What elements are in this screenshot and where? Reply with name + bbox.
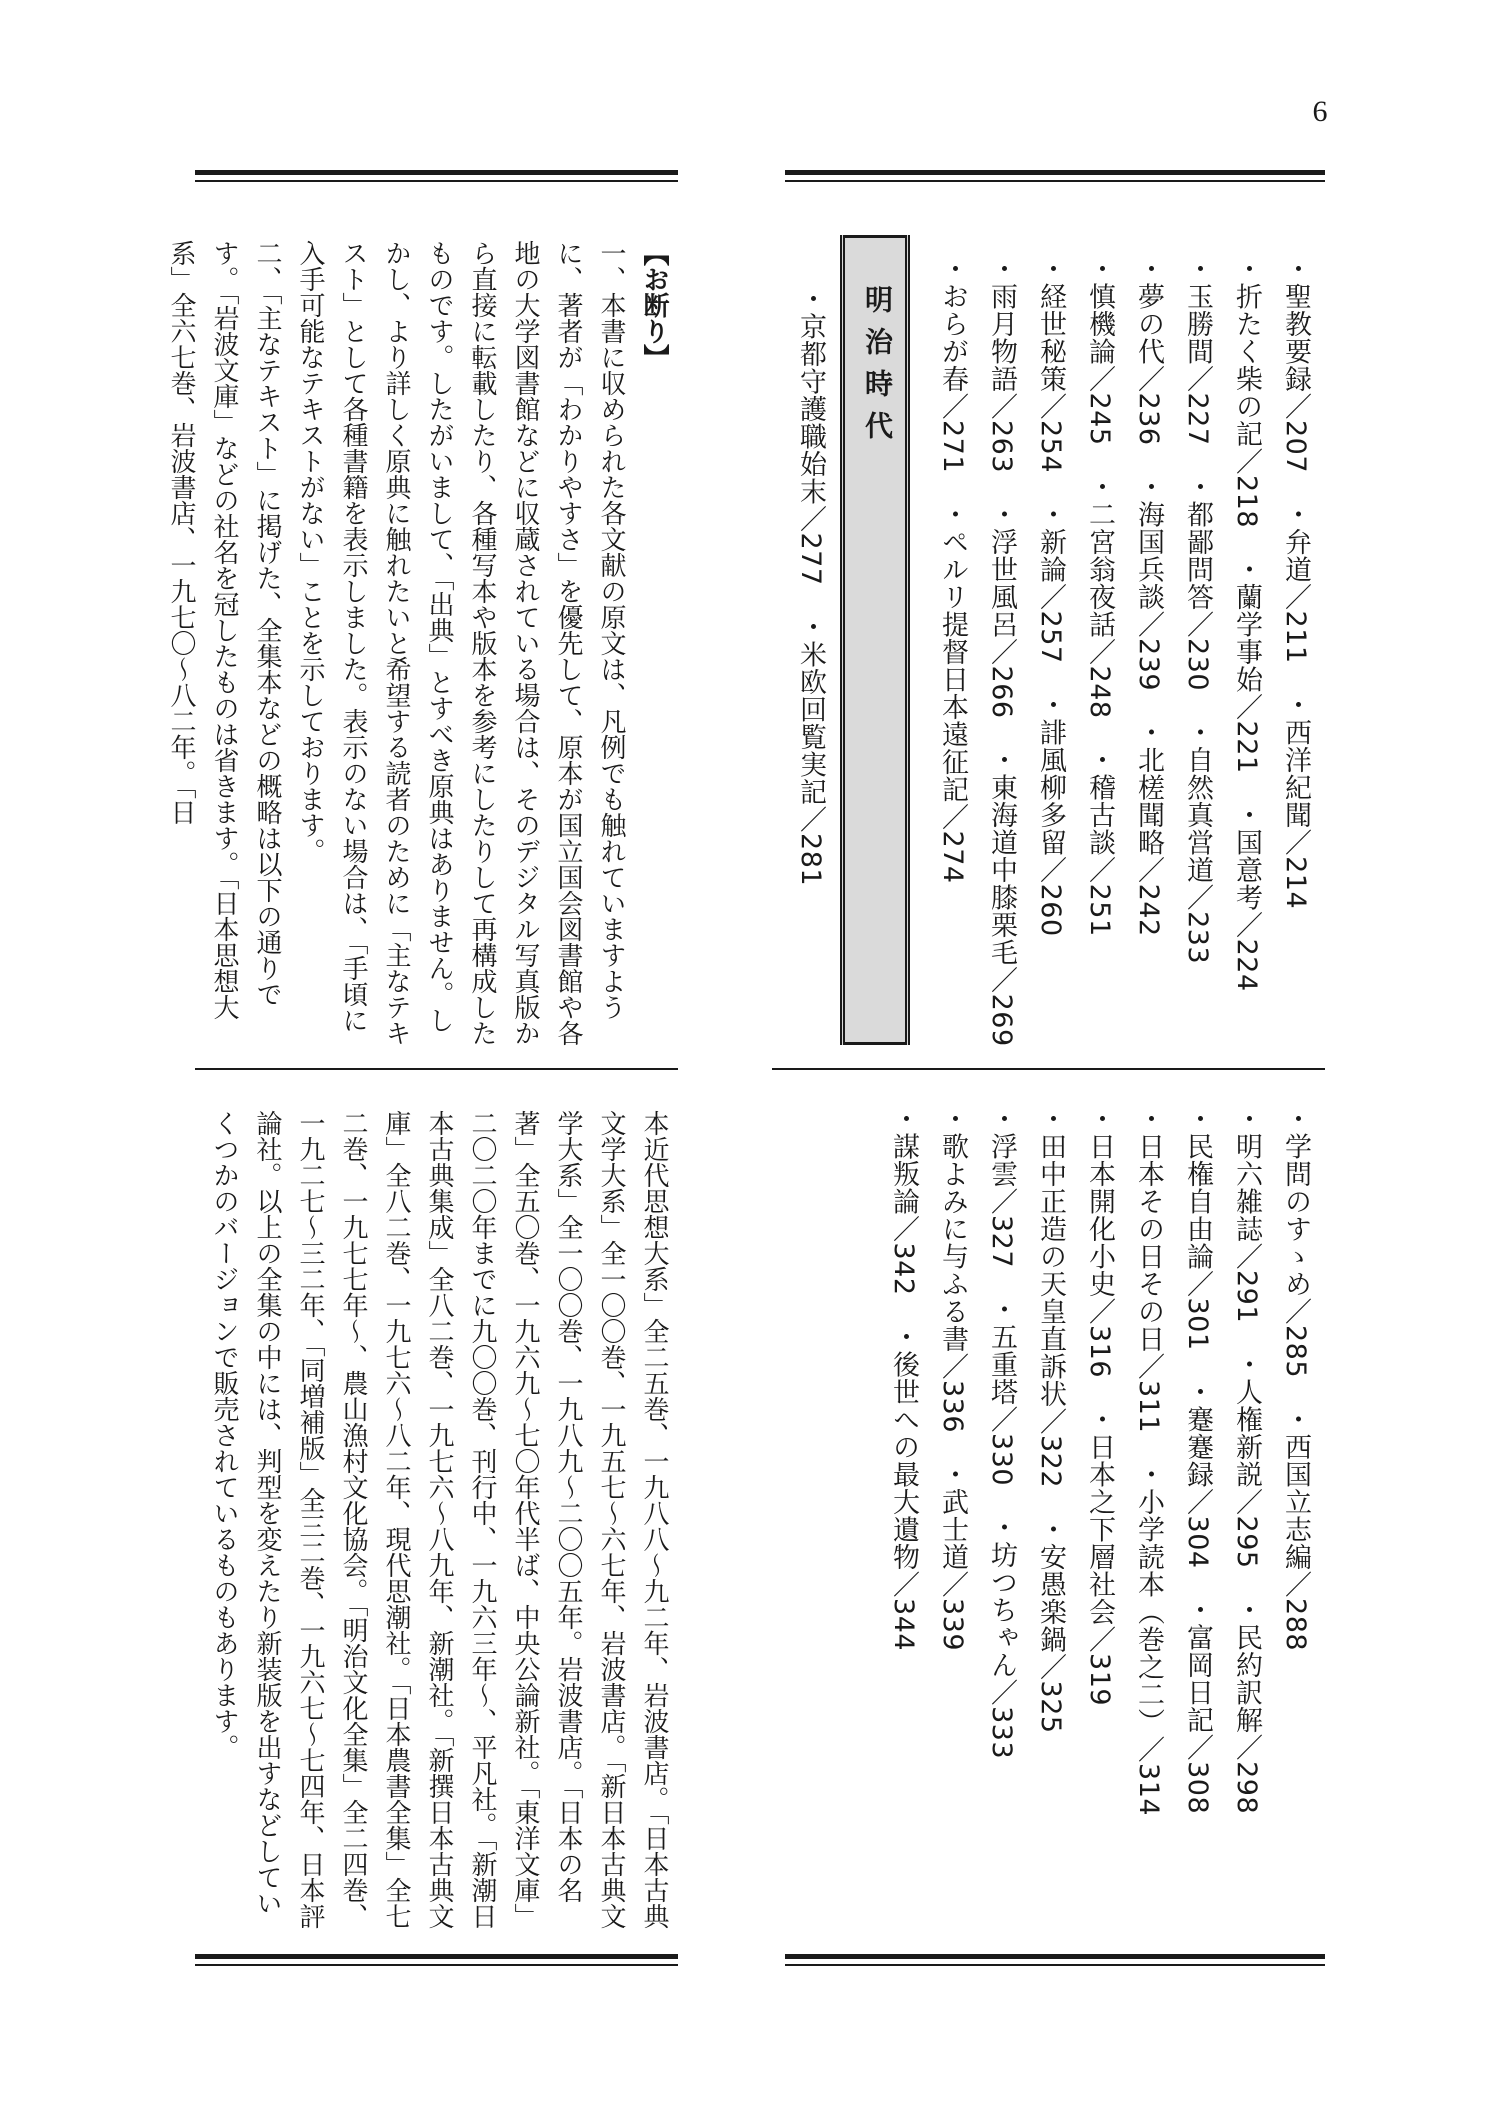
toc-entry[interactable]: ・国意考／224 bbox=[1231, 801, 1262, 992]
bottom-rule-right bbox=[785, 1954, 1325, 1966]
toc-entry[interactable]: ・人権新説／295 bbox=[1231, 1350, 1262, 1569]
toc-line bbox=[928, 255, 977, 1055]
toc-entry[interactable]: ・玉勝間／227 bbox=[1182, 255, 1213, 446]
toc-entry[interactable]: ・海国兵談／239 bbox=[1133, 473, 1164, 692]
notice-paragraph-2: 二、「主なテキスト」に掲げた、全集本などの概略は以下の通りです。「岩波文庫」などの社名を冠したものは省きます。「日本思想大系」全六七巻、岩波書店、一九七〇～八二年。「日 bbox=[166, 240, 282, 1020]
toc-entry[interactable]: ・西国立志編／288 bbox=[1280, 1405, 1311, 1652]
toc-entry[interactable]: ・富岡日記／308 bbox=[1182, 1596, 1213, 1815]
toc-line bbox=[786, 285, 835, 1055]
toc-line bbox=[977, 255, 1026, 1055]
toc-entry[interactable]: ・折たく柴の記／218 bbox=[1231, 255, 1262, 529]
toc-entry[interactable]: ・誹風柳多留／260 bbox=[1035, 691, 1066, 937]
toc-line bbox=[1075, 1105, 1124, 1945]
toc-line bbox=[1271, 255, 1320, 1055]
toc-entry[interactable]: ・浮雲／327 bbox=[986, 1105, 1017, 1269]
toc-entry[interactable]: ・安愚楽鍋／325 bbox=[1035, 1515, 1066, 1734]
toc-entry[interactable]: ・雨月物語／263 bbox=[986, 255, 1017, 474]
toc-line bbox=[1173, 255, 1222, 1055]
toc-entry[interactable]: ・坊つちゃん／333 bbox=[986, 1513, 1017, 1760]
toc-lower bbox=[880, 1105, 1320, 1945]
toc-entry[interactable]: ・浮世風呂／266 bbox=[986, 500, 1017, 719]
toc-entry[interactable]: ・日本之下層社会／319 bbox=[1084, 1405, 1115, 1707]
top-rule-left bbox=[195, 170, 678, 182]
toc-line bbox=[1026, 255, 1075, 1055]
toc-entry[interactable]: ・後世への最大遺物／344 bbox=[888, 1323, 919, 1652]
page-number: 6 bbox=[1312, 95, 1328, 128]
toc-entry[interactable]: ・小学読本（巻之二）／314 bbox=[1133, 1460, 1164, 1817]
toc-line bbox=[879, 1105, 928, 1945]
toc-entry[interactable]: ・弁道／211 bbox=[1280, 500, 1311, 664]
toc-entry[interactable]: ・自然真営道／233 bbox=[1182, 718, 1213, 965]
toc-entry[interactable]: ・蘭学事始／221 bbox=[1231, 555, 1262, 774]
toc-upper bbox=[920, 255, 1320, 1055]
notice-upper bbox=[166, 240, 675, 1050]
toc-line bbox=[1222, 1105, 1271, 1945]
toc-entry[interactable]: ・北槎聞略／242 bbox=[1133, 718, 1164, 937]
toc-line bbox=[1222, 255, 1271, 1055]
toc-entry[interactable]: ・東海道中膝栗毛／269 bbox=[986, 746, 1017, 1047]
toc-entry[interactable]: ・謀叛論／342 bbox=[888, 1105, 919, 1296]
era-heading-band bbox=[840, 235, 910, 1045]
toc-entry[interactable]: ・都鄙問答／230 bbox=[1182, 473, 1213, 692]
toc-entry[interactable]: ・日本開化小史／316 bbox=[1084, 1105, 1115, 1379]
toc-entry[interactable]: ・夢の代／236 bbox=[1133, 255, 1164, 446]
toc-line bbox=[1124, 1105, 1173, 1945]
notice-lower bbox=[195, 1110, 675, 1940]
mid-rule-left bbox=[195, 1068, 678, 1070]
top-rule-right bbox=[785, 170, 1325, 182]
toc-entry[interactable]: ・ペルリ提督日本遠征記／274 bbox=[937, 500, 968, 884]
toc-entry[interactable]: ・田中正造の天皇直訴状／322 bbox=[1035, 1105, 1066, 1489]
notice-paragraph-1: 一、本書に収められた各文献の原文は、凡例でも触れていますように、著者が「わかりやすさ」を優先して、原本が国立国会図書館や各地の大学図書館などに収蔵されている場合は、そのデジタル写真版から直接に転載したり、各種写本や版本を参考にしたりして再構成したものです。したがいまして、「出典」とすべき原典はありません。しかし、より詳しく原典に触れたいと希望する読者のために「主なテキスト」として各種書籍を表示しました。表示のない場合は、「手頃に入手可能なテキストがない」ことを示しております。 bbox=[295, 240, 626, 1046]
toc-entry[interactable]: ・聖教要録／207 bbox=[1280, 255, 1311, 474]
toc-entry[interactable]: ・民権自由論／301 bbox=[1182, 1105, 1213, 1351]
toc-meiji bbox=[780, 285, 835, 1055]
toc-line bbox=[977, 1105, 1026, 1945]
toc-line bbox=[1026, 1105, 1075, 1945]
toc-line bbox=[1124, 255, 1173, 1055]
toc-entry[interactable]: ・民約訳解／298 bbox=[1231, 1596, 1262, 1815]
toc-entry[interactable]: ・おらが春／271 bbox=[937, 255, 968, 474]
toc-entry[interactable]: ・五重塔／330 bbox=[986, 1295, 1017, 1487]
mid-rule-right bbox=[772, 1068, 1325, 1070]
toc-entry[interactable]: ・米欧回覧実記／281 bbox=[795, 613, 826, 887]
toc-entry[interactable]: ・武士道／339 bbox=[937, 1460, 968, 1652]
toc-entry[interactable]: ・明六雑誌／291 bbox=[1231, 1105, 1262, 1324]
toc-entry[interactable]: ・稽古談／251 bbox=[1084, 746, 1115, 937]
toc-entry[interactable]: ・西洋紀聞／214 bbox=[1280, 691, 1311, 910]
toc-entry[interactable]: ・新論／257 bbox=[1035, 500, 1066, 664]
toc-entry[interactable]: ・蹇蹇録／304 bbox=[1182, 1378, 1213, 1569]
toc-entry[interactable]: ・経世秘策／254 bbox=[1035, 255, 1066, 474]
era-rule-bottom bbox=[845, 1042, 905, 1045]
toc-line bbox=[1173, 1105, 1222, 1945]
toc-line bbox=[928, 1105, 977, 1945]
toc-line bbox=[1075, 255, 1124, 1055]
era-rule-top bbox=[845, 235, 905, 238]
toc-entry[interactable]: ・二宮翁夜話／248 bbox=[1084, 473, 1115, 719]
era-title: 明治時代 bbox=[861, 285, 894, 453]
bottom-rule-left bbox=[195, 1954, 678, 1966]
notice-paragraph-continued: 本近代思想大系」全二五巻、一九八八～九二年、岩波書店。「日本古典文学大系」全一〇〇巻、一九五七～六七年、岩波書店。「新日本古典文学大系」全一〇〇巻、一九八九～二〇〇五年。岩波書店。「日本の名著」全五〇巻、一九六九～七〇年代半ば、中央公論新社。「東洋文庫」二〇二〇年までに九〇〇巻、刊行中、一九六三年～、平凡社。「新潮日本古典集成」全八二巻、一九七六～八九年、新潮社。「新撰日本古典文庫」全八二巻、一九七六～八二年、現代思潮社。「日本農書全集」全七二巻、一九七七年～、農山漁村文化協会。「明治文化全集」全二四巻、一九二七～三二年、「同増補版」全三二巻、一九六七～七四年、日本評論社。以上の全集の中には、判型を変えたり新装版を出すなどしていくつかのバージョンで販売されているものもあります。 bbox=[209, 1110, 669, 1929]
toc-entry[interactable]: ・慎機論／245 bbox=[1084, 255, 1115, 446]
toc-entry[interactable]: ・歌よみに与ふる書／336 bbox=[937, 1105, 968, 1434]
toc-entry[interactable]: ・京都守護職始末／277 bbox=[795, 285, 826, 586]
toc-entry[interactable]: ・学問のすゝめ／285 bbox=[1280, 1105, 1311, 1379]
toc-line bbox=[1271, 1105, 1320, 1945]
notice-heading: 【お断り】 bbox=[639, 240, 669, 370]
toc-entry[interactable]: ・日本その日その日／311 bbox=[1133, 1105, 1164, 1434]
